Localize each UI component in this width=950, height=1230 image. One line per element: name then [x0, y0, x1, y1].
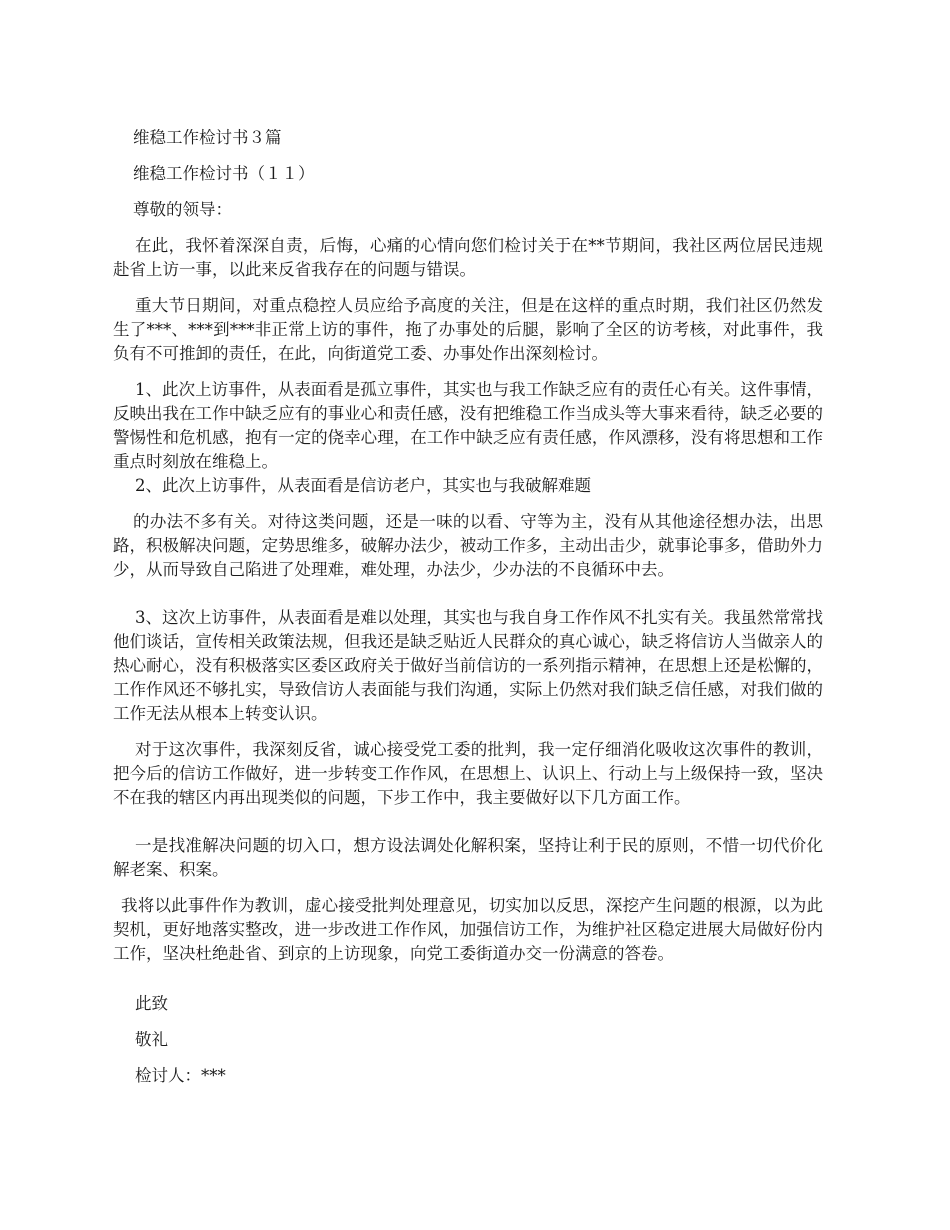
document-title: 维稳工作检讨书３篇: [133, 128, 282, 147]
paragraph-4-first-line: 2、此次上访事件，从表面看是信访老户，其实也与我破解难题: [135, 476, 591, 495]
paragraph-6: 对于这次事件，我深刻反省，诚心接受党工委的批判，我一定仔细消化吸收这次事件的教训，把今后的信访工作做好，进一步转变工作作风，在思想上、认识上、行动上与上级保持一致，坚决不在我的辖区内再出现类似的问题，下步工作中，我主要做好以下几方面工作。: [113, 740, 823, 807]
paragraph-3: 1、此次上访事件，从表面看是孤立事件，其实也与我工作缺乏应有的责任心有关。这件事情，反映出我在工作中缺乏应有的事业心和责任感，没有把维稳工作当成头等大事来看待，缺乏必要的警惕性和危机感，抱有一定的侥幸心理，在工作中缺乏应有责任感，作风漂移，没有将思想和工作重点时刻放在维稳上。: [113, 380, 823, 471]
document-subtitle: 维稳工作检讨书（１１）: [133, 164, 315, 183]
paragraph-7: 一是找准解决问题的切入口，想方设法调处化解积案，坚持让利于民的原则，不惜一切代价化解老案、积案。: [113, 836, 823, 879]
signature: 检讨人：***: [135, 1066, 226, 1085]
paragraph-4-continuation: 的办法不多有关。对待这类问题，还是一味的以看、守等为主，没有从其他途径想办法，出思路，积极解决问题，定势思维多，破解办法少，被动工作多，主动出击少，就事论事多，借助外力少，从而导致自己陷进了处理难，难处理，办法少，少办法的不良循环中去。: [113, 512, 823, 579]
closing-line-2: 敬礼: [135, 1030, 168, 1049]
closing-line-1: 此致: [135, 994, 168, 1013]
paragraph-5: 3、这次上访事件，从表面看是难以处理，其实也与我自身工作作风不扎实有关。我虽然常常找他们谈话，宣传相关政策法规，但我还是缺乏贴近人民群众的真心诚心，缺乏将信访人当做亲人的热心耐心，没有积极落实区委区政府关于做好当前信访的一系列指示精神，在思想上还是松懈的，工作作风还不够扎实，导致信访人表面能与我们沟通，实际上仍然对我们缺乏信任感，对我们做的工作无法从根本上转变认识。: [113, 608, 823, 723]
salutation: 尊敬的领导：: [133, 200, 232, 219]
paragraph-1: 在此，我怀着深深自责，后悔，心痛的心情向您们检讨关于在**节期间，我社区两位居民违规赴省上访一事，以此来反省我存在的问题与错误。: [113, 236, 823, 279]
paragraph-2: 重大节日期间，对重点稳控人员应给予高度的关注，但是在这样的重点时期，我们社区仍然发生了***、***到***非正常上访的事件，拖了办事处的后腿，影响了全区的访考核，对此事件，我负有不可推卸的责任，在此，向街道党工委、办事处作出深刻检讨。: [113, 296, 823, 363]
paragraph-8: 我将以此事件作为教训，虚心接受批判处理意见，切实加以反思，深挖产生问题的根源，以为此契机，更好地落实整改，进一步改进工作作风，加强信访工作，为维护社区稳定进展大局做好份内工作，坚决杜绝赴省、到京的上访现象，向党工委街道办交一份满意的答卷。: [113, 896, 823, 963]
